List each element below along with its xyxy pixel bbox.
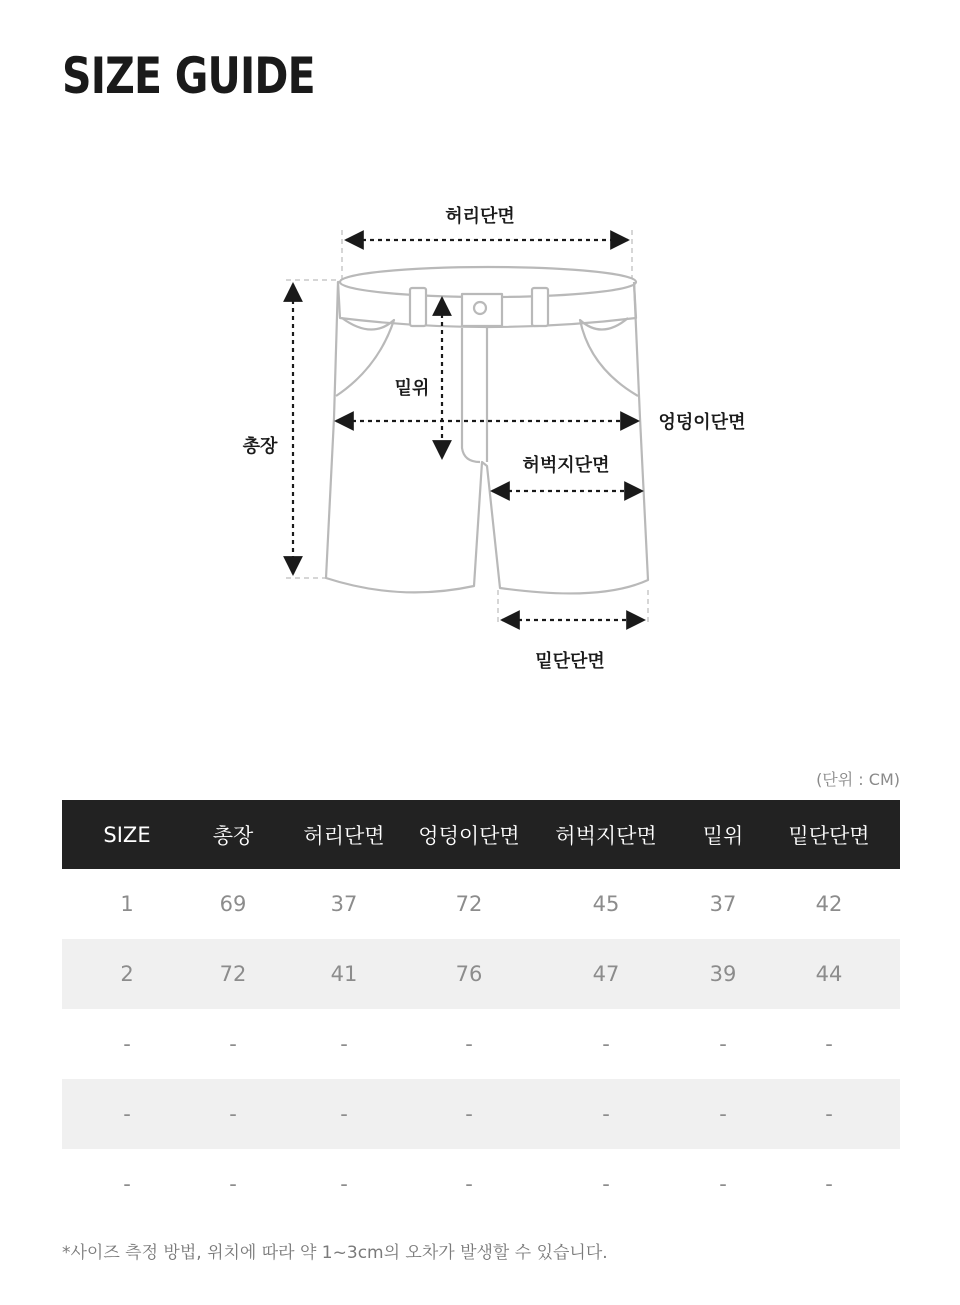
hem-label: 밑단단면 [535, 651, 605, 672]
table-cell: 76 [414, 939, 524, 1009]
shorts-diagram-icon [0, 190, 960, 690]
header-thigh: 허벅지단면 [524, 800, 688, 869]
table-cell: 2 [62, 939, 192, 1009]
header-length: 총장 [192, 800, 274, 869]
thigh-label: 허벅지단면 [522, 455, 610, 476]
table-cell: - [340, 1032, 348, 1056]
table-cell: - [192, 1079, 274, 1149]
table-cell: 41 [274, 939, 414, 1009]
waist-label: 허리단면 [445, 206, 515, 227]
table-cell: 37 [330, 892, 358, 916]
table-cell: - [524, 1079, 688, 1149]
table-cell: 47 [524, 939, 688, 1009]
table-cell: 39 [688, 939, 758, 1009]
table-cell: - [123, 1032, 131, 1056]
hip-label: 엉덩이단면 [658, 412, 746, 433]
table-header-row [62, 800, 900, 869]
table-cell: - [825, 1172, 833, 1196]
header-hip: 엉덩이단면 [414, 800, 524, 869]
unit-note: (단위 : CM) [816, 770, 900, 789]
table-cell: - [123, 1172, 131, 1196]
header-size: SIZE [62, 800, 192, 869]
header-waist: 허리단면 [274, 800, 414, 869]
measurement-footnote: *사이즈 측정 방법, 위치에 따라 약 1~3cm의 오차가 발생할 수 있습니다. [62, 1243, 608, 1263]
table-cell: 44 [758, 939, 900, 1009]
table-cell: - [688, 1079, 758, 1149]
table-cell: 42 [815, 892, 843, 916]
table-cell: - [62, 1079, 192, 1149]
shorts-size-diagram [0, 190, 960, 690]
table-cell: 72 [455, 892, 483, 916]
table-cell: - [274, 1079, 414, 1149]
table-cell: - [340, 1172, 348, 1196]
table-cell: 37 [709, 892, 737, 916]
table-row [62, 869, 900, 939]
table-cell: - [229, 1172, 237, 1196]
table-row [62, 1149, 900, 1219]
table-cell: - [719, 1032, 727, 1056]
table-row [62, 1079, 900, 1149]
table-cell: - [602, 1172, 610, 1196]
table-cell: 69 [219, 892, 247, 916]
size-table [62, 800, 900, 1219]
length-label: 총장 [242, 436, 278, 457]
table-cell: - [465, 1032, 473, 1056]
header-hem: 밑단단면 [758, 800, 900, 869]
table-cell: - [758, 1079, 900, 1149]
header-rise: 밑위 [688, 800, 758, 869]
table-row [62, 1009, 900, 1079]
table-cell: - [825, 1032, 833, 1056]
table-cell: 1 [120, 892, 134, 916]
table-cell: 45 [592, 892, 620, 916]
table-cell: - [602, 1032, 610, 1056]
table-row [62, 939, 900, 1009]
table-cell: - [719, 1172, 727, 1196]
table-cell: 72 [192, 939, 274, 1009]
table-cell: - [229, 1032, 237, 1056]
rise-label: 밑위 [394, 378, 430, 399]
page-title: SIZE GUIDE [62, 47, 315, 105]
table-cell: - [465, 1172, 473, 1196]
table-cell: - [414, 1079, 524, 1149]
